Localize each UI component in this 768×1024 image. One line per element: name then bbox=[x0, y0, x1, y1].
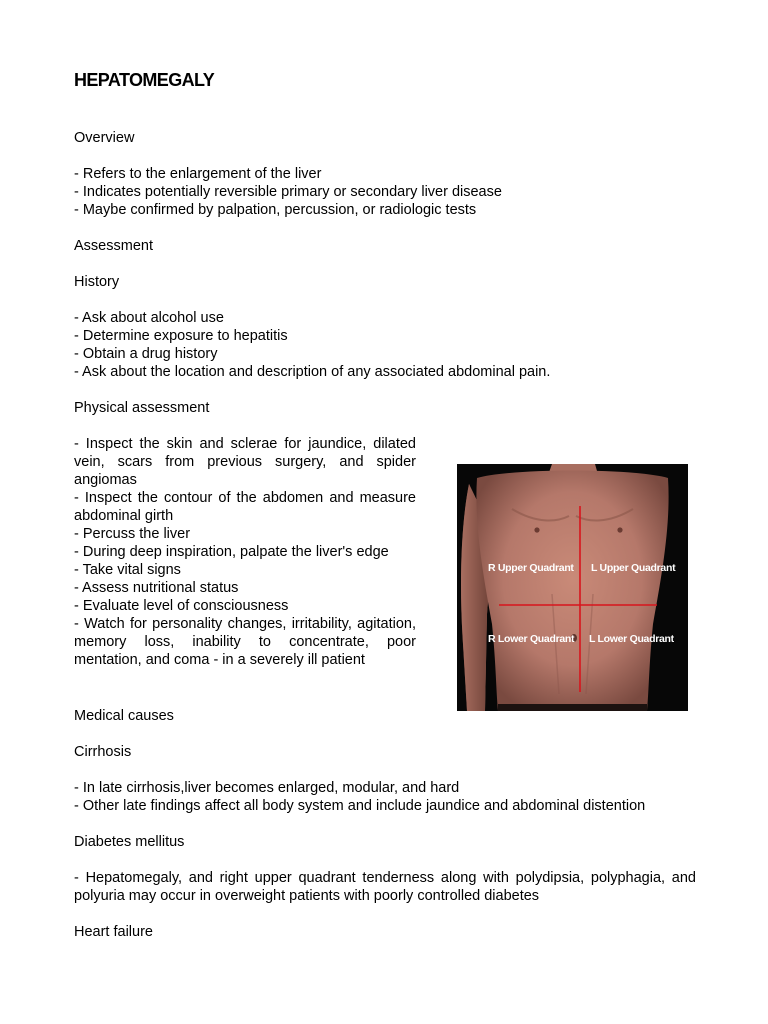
abdominal-quadrants-image bbox=[457, 464, 688, 711]
assessment-heading: Assessment bbox=[74, 238, 153, 254]
list-item: - Assess nutritional status bbox=[74, 580, 239, 596]
list-item: - Indicates potentially reversible primary or secondary liver disease bbox=[74, 184, 502, 200]
overview-heading: Overview bbox=[74, 130, 135, 146]
list-item: - Obtain a drug history bbox=[74, 346, 218, 362]
torso-shape bbox=[476, 471, 668, 712]
list-item: - Inspect the skin and sclerae for jaundice, dilated vein, scars from previous surgery, and spider angiomas bbox=[74, 436, 416, 488]
cirrhosis-heading: Cirrhosis bbox=[74, 744, 132, 760]
r-upper-quadrant-label: R Upper Quadrant bbox=[488, 562, 574, 574]
document-title: HEPATOMEGALY bbox=[74, 70, 215, 90]
torso-illustration bbox=[457, 464, 688, 711]
diabetes-paragraph: - Hepatomegaly, and right upper quadrant tenderness along with polydipsia, polyphagia, and polyuria may occur in overweight patients with poorly controlled diabetes bbox=[74, 870, 696, 904]
list-item: - Inspect the contour of the abdomen and measure abdominal girth bbox=[74, 490, 416, 524]
list-item: - Determine exposure to hepatitis bbox=[74, 328, 288, 344]
list-item: - Maybe confirmed by palpation, percussion, or radiologic tests bbox=[74, 202, 477, 218]
list-item: - Refers to the enlargement of the liver bbox=[74, 166, 322, 182]
right-nipple-shape bbox=[617, 527, 622, 532]
history-list bbox=[74, 309, 696, 381]
list-item: - Ask about alcohol use bbox=[74, 310, 224, 326]
physical-assessment-heading: Physical assessment bbox=[74, 400, 210, 416]
r-lower-quadrant-label: R Lower Quadrant bbox=[488, 633, 575, 645]
left-nipple-shape bbox=[534, 527, 539, 532]
list-item: - Take vital signs bbox=[74, 562, 181, 578]
diabetes-heading: Diabetes mellitus bbox=[74, 834, 185, 850]
history-heading: History bbox=[74, 274, 120, 290]
overview-list bbox=[74, 165, 696, 219]
list-item: - Percuss the liver bbox=[74, 526, 191, 542]
heart-failure-heading: Heart failure bbox=[74, 924, 153, 940]
l-upper-quadrant-label: L Upper Quadrant bbox=[591, 562, 676, 574]
list-item: - Ask about the location and description of any associated abdominal pain. bbox=[74, 364, 551, 380]
physical-assessment-list bbox=[74, 435, 416, 669]
list-item: - During deep inspiration, palpate the liver's edge bbox=[74, 544, 389, 560]
cirrhosis-list bbox=[74, 779, 696, 815]
waistband-shape bbox=[498, 704, 647, 711]
medical-causes-heading: Medical causes bbox=[74, 708, 174, 724]
list-item: - Evaluate level of consciousness bbox=[74, 598, 289, 614]
list-item: - Other late findings affect all body system and include jaundice and abdominal distention bbox=[74, 798, 646, 814]
list-item: - In late cirrhosis,liver becomes enlarged, modular, and hard bbox=[74, 780, 460, 796]
l-lower-quadrant-label: L Lower Quadrant bbox=[589, 633, 674, 645]
list-item: - Watch for personality changes, irritability, agitation, memory loss, inability to concentrate, poor mentation, and coma - in a severely ill patient bbox=[74, 616, 416, 668]
